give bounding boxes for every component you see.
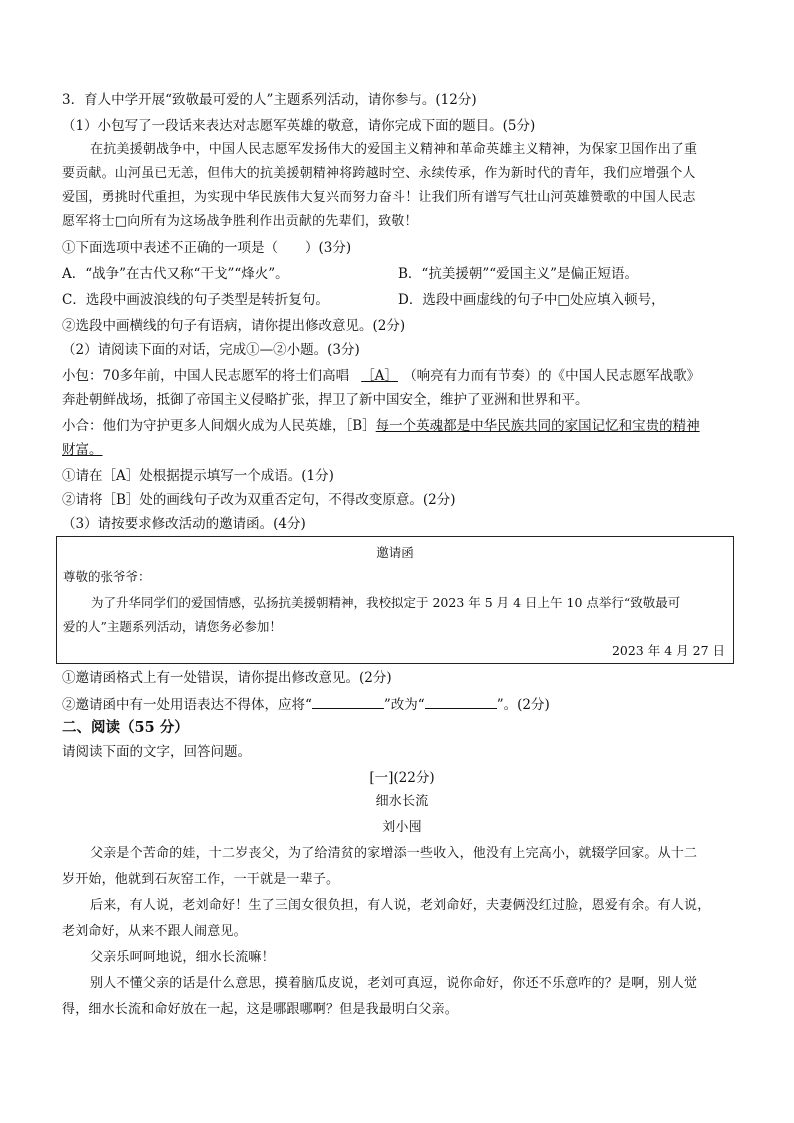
question-1: ①下面选项中表述不正确的一项是（ ）(3分) (62, 240, 352, 256)
sub-question-1: ①请在［A］处根据提示填写一个成语。(1分) (62, 468, 334, 484)
passage-line-3: 爱国，勇挑时代重担，为实现中华民族伟大复兴而努力奋斗！让我们所有谱写气壮山河英雄赞歌的中国人民志 (62, 190, 696, 205)
section-2-title: 二、阅读（55 分） (62, 719, 189, 736)
dialog-speaker-2-text: 小合：他们为守护更多人间烟火成为人民英雄，［B］ (62, 418, 376, 434)
invitation-q2-part-a: ②邀请函中有一处用语表达不得体，应将“ (62, 697, 312, 713)
passage-line-1: 在抗美援朝战争中，中国人民志愿军发扬伟大的爱国主义精神和革命英雄主义精神，为保家卫国作出了重 (90, 142, 698, 157)
story-para-4-line-1: 别人不懂父亲的话是什么意思，摸着脑瓜皮说，老刘可真逗，说你命好，你还不乐意咋的？是啊，别人觉 (90, 976, 698, 991)
part-1-intro: （1）小包写了一段话来表达对志愿军英雄的敬意，请你完成下面的题目。(5分) (62, 118, 536, 134)
passage-line-4: 愿军将士□向所有为这场战争胜利作出贡献的先辈们，致敬！ (62, 214, 418, 229)
invitation-date: 2023 年 4 月 27 日 (611, 643, 725, 658)
invitation-body-1: 为了升华同学们的爱国情感，弘扬抗美援朝精神，我校拟定于 2023 年 5 月 4 日上午 10 点举行“致敬最可 (91, 595, 681, 610)
invitation-q2-part-b: ”改为“ (383, 697, 425, 713)
invitation-body-2: 爱的人”主题系列活动，请您务必参加！ (63, 619, 282, 634)
part-3-intro: （3）请按要求修改活动的邀请函。(4分) (62, 516, 306, 532)
dialog-speaker-1-text: 小包：70多年前，中国人民志愿军的将士们高唱 (62, 368, 350, 384)
underlined-sentence: 每一个英魂都是中华民族共同的家国记忆和宝贵的精神 (375, 418, 700, 434)
invitation-greeting: 尊敬的张爷爷： (63, 569, 151, 584)
answer-blank-2[interactable] (425, 692, 497, 709)
section-2-instruction: 请阅读下面的文字，回答问题。 (62, 744, 251, 760)
dialog-line-3 (62, 414, 700, 438)
question-3-title: 3．育人中学开展“致敬最可爱的人”主题系列活动，请你参与。(12分) (62, 92, 477, 108)
reading-part-label: [一](22分) (369, 770, 435, 786)
underlined-sentence-end: 财富。 (62, 442, 103, 458)
story-para-2-line-1: 后来，有人说，老刘命好！生了三闺女很负担，有人说，老刘命好，夫妻俩没红过脸，恩爱有余。有人说， (90, 898, 711, 913)
dialog-line-1 (62, 364, 700, 388)
dialog-hint: （响亮有力而有节奏）的《中国人民志愿军战歌》 (409, 368, 701, 384)
invitation-letter-box (56, 536, 734, 664)
story-author: 刘小囤 (382, 820, 422, 835)
question-2: ②选段中画横线的句子有语病，请你提出修改意见。(2分) (62, 318, 406, 334)
story-title: 细水长流 (375, 794, 429, 809)
option-b: B．“抗美援朝”“爱国主义”是偏正短语。 (398, 266, 639, 282)
dialog-line-2: 奔赴朝鲜战场，抵御了帝国主义侵略扩张，捍卫了新中国安全，维护了亚洲和世界和平。 (62, 392, 589, 408)
option-d: D．选段中画虚线的句子中□处应填入顿号， (398, 292, 665, 308)
invitation-title: 邀请函 (376, 545, 414, 560)
part-2-intro: （2）请阅读下面的对话，完成①—②小题。(3分) (62, 342, 360, 358)
story-para-2-line-2: 老刘命好，从来不跟人闹意见。 (62, 924, 247, 939)
option-c: C．选段中画波浪线的句子类型是转折复句。 (62, 292, 329, 308)
invitation-question-1: ①邀请函格式上有一处错误，请你提出修改意见。(2分) (62, 670, 392, 686)
sub-question-2: ②请将［B］处的画线句子改为双重否定句，不得改变原意。(2分) (62, 492, 456, 508)
story-para-3: 父亲乐呵呵地说，细水长流嘛！ (90, 950, 275, 965)
passage-line-2: 要贡献。山河虽已无恙，但伟大的抗美援朝精神将跨越时空、永续传承，作为新时代的青年，我们应增强个人 (62, 166, 696, 181)
story-para-1-line-2: 岁开始，他就到石灰窑工作，一干就是一辈子。 (62, 872, 340, 887)
blank-a: ［A］ (361, 368, 398, 384)
story-para-4-line-2: 得，细水长流和命好放在一起，这是哪跟哪啊？但是我最明白父亲。 (62, 1002, 459, 1017)
invitation-q2-part-c: ”。(2分) (496, 697, 550, 713)
story-para-1-line-1: 父亲是个苦命的娃，十二岁丧父，为了给清贫的家增添一些收入，他没有上完高小，就辍学回家。从十二 (90, 846, 698, 861)
answer-blank-1[interactable] (312, 692, 384, 709)
invitation-question-2 (62, 692, 550, 717)
option-a: A．“战争”在古代又称“干戈”“烽火”。 (62, 266, 289, 282)
